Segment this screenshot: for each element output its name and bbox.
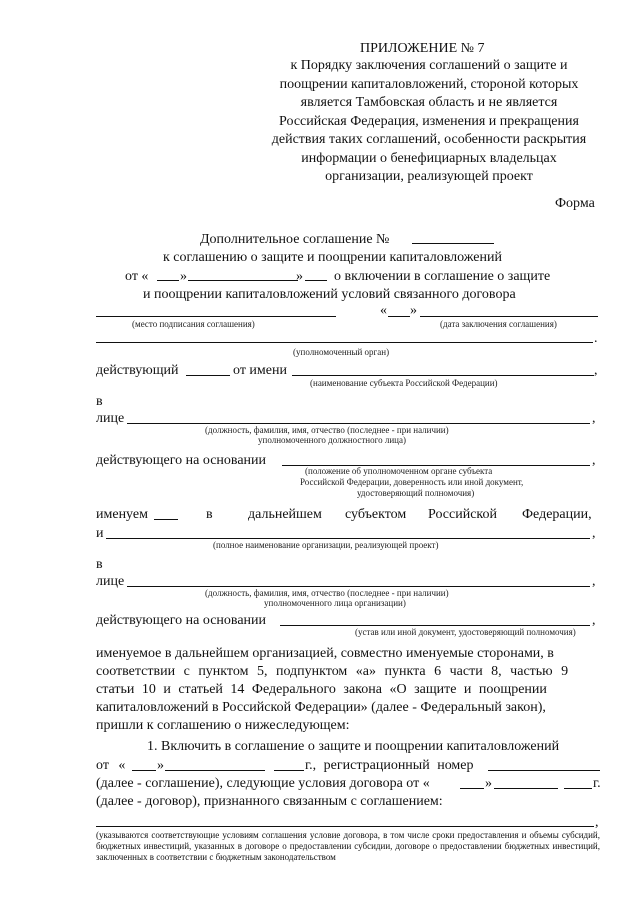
official-caption-2: уполномоченного должностного лица)	[258, 435, 406, 445]
acting-label: действующий	[96, 363, 179, 378]
doc-title-line2: к соглашению о защите и поощрении капиталовложений	[163, 250, 502, 265]
subject-comma: ,	[594, 363, 598, 378]
conditions-note: (указываются соответствующие условиям соглашения условие договора, в том числе сроки предоставления и объемы субсидий, бюджетных инвестиций, указанных в договоре о предоставлении субсидии, договоре о предоставлении бюджетных инвестиций, заключенных в соответствии с бюджетным законодательством	[96, 830, 600, 862]
v-label: в	[96, 394, 103, 409]
basis-label-2: действующего на основании	[96, 613, 267, 628]
para-line	[96, 645, 600, 662]
subject-field[interactable]	[292, 375, 594, 376]
org-official-comma: ,	[592, 574, 596, 589]
item1-line4: (далее - договор), признанного связанным с соглашением:	[96, 794, 443, 809]
basis-caption-3: удостоверяющий полномочия)	[357, 488, 475, 498]
org-caption: (полное наименование организации, реализующей проект)	[213, 540, 439, 550]
and-label: и	[96, 526, 104, 541]
org-official-caption-2: уполномоченного лица организации)	[264, 598, 406, 608]
basis-caption-1: (положение об уполномоченном органе субъекта	[305, 466, 493, 476]
charter-field[interactable]	[280, 625, 590, 626]
appendix-title: ПРИЛОЖЕНИЕ № 7	[360, 41, 485, 56]
named-word: дальнейшем	[248, 507, 322, 522]
place-caption: (место подписания соглашения)	[132, 319, 255, 329]
appendix-subtitle-line: Российская Федерация, изменения и прекращения	[279, 113, 579, 129]
appendix-subtitle	[262, 57, 596, 187]
appendix-subtitle-line: информации о бенефициарных владельцах	[301, 150, 557, 166]
named-word: Федерации,	[522, 507, 592, 522]
item1-day-field[interactable]	[132, 770, 156, 771]
charter-caption: (устав или иной документ, удостоверяющий полномочия)	[355, 627, 576, 637]
official-caption-1: (должность, фамилия, имя, отчество (последнее - при наличии)	[205, 425, 449, 435]
named-suffix-field[interactable]	[154, 519, 178, 520]
doc-title-line4: и поощрении капиталовложений условий связанного договора	[143, 287, 516, 302]
item1-reg-label: г., регистрационный номер	[305, 758, 474, 773]
item1-line3: (далее - соглашение), следующие условия договора от «	[96, 776, 430, 791]
authority-period: .	[594, 331, 598, 346]
named-word: в	[206, 507, 213, 522]
basis-label: действующего на основании	[96, 453, 267, 468]
date-open-quote: «	[380, 303, 387, 318]
date-day-field[interactable]	[388, 316, 410, 317]
item1-month-field[interactable]	[165, 770, 265, 771]
conditions-field[interactable]	[96, 826, 594, 827]
para-line-last: пришли к соглашению о нижеследующем:	[96, 718, 350, 733]
acting-field[interactable]	[186, 375, 230, 376]
appendix-subtitle-line: поощрении капиталовложений, стороной которых	[279, 76, 579, 92]
para-text: именуемое в дальнейшем организацией, совместно именуемые сторонами, в	[96, 646, 554, 661]
subject-caption: (наименование субъекта Российской Федерации)	[310, 378, 498, 388]
reg-number-field[interactable]	[488, 770, 600, 771]
place-field[interactable]	[96, 316, 336, 317]
conditions-comma: ,	[595, 815, 599, 830]
form-label: Форма	[555, 196, 595, 211]
org-field[interactable]	[106, 538, 590, 539]
named-word: Российской	[428, 507, 497, 522]
date-close-quote: »	[410, 303, 417, 318]
para-line: капиталовложений в Российской Федерации» (далее - Федеральный закон),	[96, 700, 546, 715]
doc-title-line3a: от «	[125, 269, 149, 284]
date-field[interactable]	[420, 316, 598, 317]
org-comma: ,	[592, 526, 596, 541]
doc-title-line3b: »	[180, 269, 187, 284]
doc-date-year-field[interactable]	[305, 280, 327, 281]
authority-field[interactable]	[96, 342, 593, 343]
para-line: соответствии с пунктом 5, подпунктом «а» пункта 6 части 8, частью 9	[96, 664, 569, 679]
para-line: статьи 10 и статьей 14 Федерального закона «О защите и поощрении	[96, 682, 547, 697]
charter-comma: ,	[592, 613, 596, 628]
contract-quote-close: »	[485, 776, 492, 791]
item1-line1: 1. Включить в соглашение о защите и поощрении капиталовложений	[147, 739, 560, 754]
litse-label: лице	[96, 411, 125, 426]
v-label-2: в	[96, 557, 103, 572]
item1-year-field[interactable]	[274, 770, 304, 771]
contract-year-suffix: г.	[593, 776, 601, 791]
litse-label-2: лице	[96, 574, 125, 589]
authority-caption: (уполномоченный орган)	[293, 347, 390, 357]
appendix-subtitle-line: является Тамбовская область и не является	[300, 95, 558, 110]
item1-from: от «	[96, 758, 126, 773]
named-word: субъектом	[345, 507, 407, 522]
contract-month-field[interactable]	[494, 788, 558, 789]
contract-day-field[interactable]	[460, 788, 484, 789]
basis-comma: ,	[592, 453, 596, 468]
appendix-subtitle-line: к Порядку заключения соглашений о защите и	[290, 58, 568, 73]
doc-title-line3c: о включении в соглашение о защите	[334, 269, 551, 284]
doc-number-field[interactable]	[412, 243, 494, 244]
org-official-caption-1: (должность, фамилия, имя, отчество (последнее - при наличии)	[205, 588, 449, 598]
official-comma: ,	[592, 411, 596, 426]
date-caption: (дата заключения соглашения)	[440, 319, 557, 329]
contract-year-field[interactable]	[564, 788, 592, 789]
item1-quote-close: »	[157, 758, 164, 773]
doc-date-day-field[interactable]	[157, 280, 179, 281]
doc-title-line1: Дополнительное соглашение №	[200, 232, 390, 247]
named-label: именуем	[96, 507, 148, 522]
doc-title-line3b2: »	[296, 269, 303, 284]
appendix-subtitle-line: действия таких соглашений, особенности раскрытия	[271, 132, 587, 147]
official-field[interactable]	[127, 423, 590, 424]
doc-date-month-field[interactable]	[188, 280, 298, 281]
basis-caption-2: Российской Федерации, доверенность или иной документ,	[300, 477, 524, 487]
appendix-subtitle-line: организации, реализующей проект	[325, 169, 533, 184]
on-behalf-label: от имени	[233, 363, 287, 378]
org-official-field[interactable]	[127, 586, 590, 587]
